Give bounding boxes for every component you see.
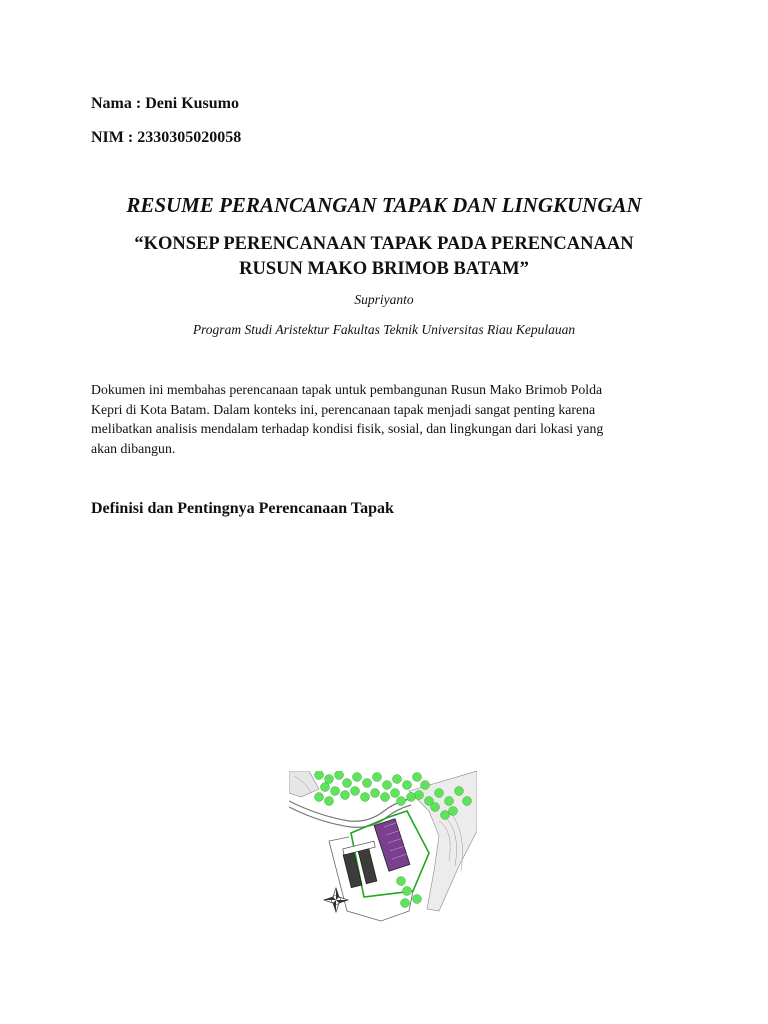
tree-symbol (315, 793, 324, 802)
tree-symbol (455, 787, 464, 796)
tree-symbol (325, 775, 334, 784)
tree-symbol (315, 771, 324, 780)
tree-symbol (449, 807, 458, 816)
tree-symbol (383, 781, 392, 790)
subtitle-line: “KONSEP PERENCANAAN TAPAK PADA PERENCANAAN (134, 234, 634, 254)
tree-symbol (373, 773, 382, 782)
paper-author: Supriyanto (354, 292, 414, 307)
tree-symbol (407, 793, 416, 802)
section-heading: Definisi dan Pentingnya Perencanaan Tapak (91, 500, 394, 517)
tree-symbol (413, 895, 422, 904)
tree-symbol (397, 797, 406, 806)
site-plan-drawing (289, 771, 477, 924)
tree-symbol (403, 887, 412, 896)
author-name-line: Nama : Deni Kusumo (91, 95, 240, 112)
tree-symbol (331, 787, 340, 796)
tree-symbol (341, 791, 350, 800)
paragraph-line: Kepri di Kota Batam. Dalam konteks ini, perencanaan tapak menjadi sangat penting karena (91, 401, 596, 417)
tree-symbol (431, 803, 440, 812)
tree-symbol (363, 779, 372, 788)
student-id-line: NIM : 2330305020058 (91, 129, 242, 146)
tree-symbol (321, 783, 330, 792)
tree-symbol (343, 779, 352, 788)
tree-symbol (361, 793, 370, 802)
paragraph-line: akan dibangun. (91, 440, 176, 456)
intro-paragraph (91, 380, 681, 458)
tree-symbol (445, 797, 454, 806)
tree-symbol (421, 781, 430, 790)
tree-symbol (397, 877, 406, 886)
document-subtitle (0, 232, 768, 282)
tree-symbol (335, 771, 344, 780)
tree-symbol (403, 781, 412, 790)
tree-symbol (381, 793, 390, 802)
paper-affiliation: Program Studi Aristektur Fakultas Teknik Universitas Riau Kepulauan (192, 322, 576, 337)
tree-symbol (463, 797, 472, 806)
tree-symbol (353, 773, 362, 782)
tree-symbol (325, 797, 334, 806)
tree-symbol (441, 811, 450, 820)
tree-symbol (371, 789, 380, 798)
tree-symbol (351, 787, 360, 796)
paragraph-line: melibatkan analisis mendalam terhadap kondisi fisik, sosial, dan lingkungan dari lokasi yang (91, 421, 604, 437)
tree-symbol (415, 791, 424, 800)
document-title: RESUME PERANCANGAN TAPAK DAN LINGKUNGAN (126, 193, 642, 217)
tree-symbol (401, 899, 410, 908)
tree-symbol (393, 775, 402, 784)
tree-symbol (435, 789, 444, 798)
tree-symbol (391, 789, 400, 798)
subtitle-line: RUSUN MAKO BRIMOB BATAM” (239, 259, 529, 279)
paragraph-line: Dokumen ini membahas perencanaan tapak untuk pembangunan Rusun Mako Brimob Polda (91, 382, 603, 397)
tree-symbol (413, 773, 422, 782)
site-plan-figure (289, 771, 477, 924)
